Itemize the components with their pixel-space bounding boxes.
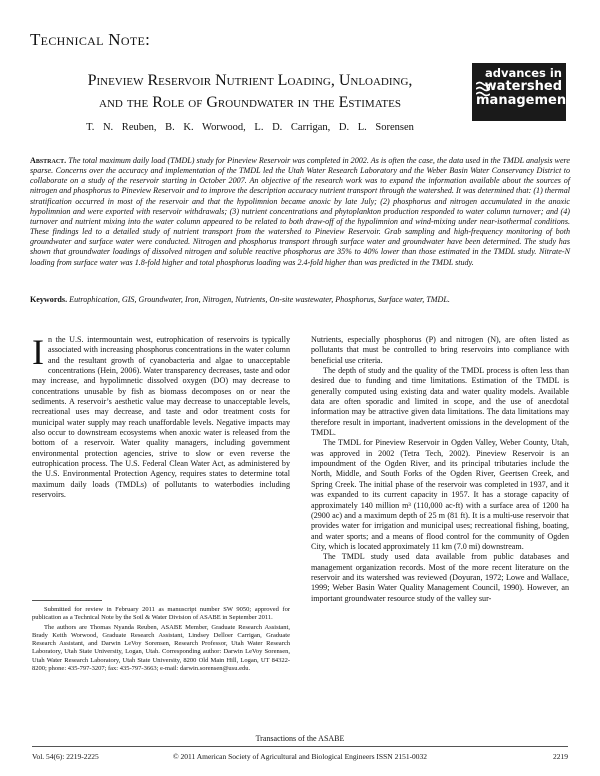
drop-cap: I — [32, 332, 44, 372]
keywords-text: Eutrophication, GIS, Groundwater, Iron, Nitrogen, Nutrients, On-site wastewater, Phosphorus, Surface water, TMDL. — [69, 295, 450, 304]
abstract-label: Abstract. — [30, 156, 67, 165]
paper-title — [30, 70, 470, 114]
body-column-right — [311, 335, 569, 604]
footnote-authors: The authors are Thomas Nyanda Reuben, ASABE Member, Graduate Research Assistant, Brady Keith Worwood, Graduate Research Assistant, Lindsey Delloer Carrigan, Graduate Research Assistant, and Darwin LeVoy Sorensen, Research Professor, Utah Water Research Laboratory, Utah State University, Logan, Utah. Corresponding author: Darwin LeVoy Sorensen, Utah Water Research Laboratory, Utah State University, 8200 Old Main Hill, Logan, UT 84322-8200; phone: 435-797-3207; fax: 435-797-3663; e-mail: darwin.sorensen@usu.edu. — [32, 624, 290, 672]
paragraph: The TMDL study used data available from public databases and management organization records. Most of the more recent literature on the reservoir and its watershed was reviewed (Doyuran, 1972; Lowe and Wallace, 1999; Weber Basin Water Quality Management Council, 1990). However, an important groundwater resource study of the valley sur- — [311, 552, 569, 603]
footnote-divider — [32, 600, 102, 601]
footnotes — [32, 606, 290, 675]
footer-volume: Vol. 54(6): 2219-2225 — [32, 752, 99, 761]
logo-line-3: management — [476, 92, 573, 108]
paragraph: The depth of study and the quality of the TMDL process is often less than desired due to funding and time limitations. Estimation of the TMDL is generally computed using existing data and water quality models. Available data are often sporadic and limited in scope, and the use of anecdotal information may be attractive given data limitations. The data limitations may therefore result in important, inadvertent omissions in the development of the TMDL. — [311, 366, 569, 438]
logo-line-2: watershed — [484, 78, 562, 94]
footer-copyright: © 2011 American Society of Agricultural and Biological Engineers ISSN 2151-0032 — [172, 752, 428, 761]
section-label: Technical Note: — [30, 30, 151, 49]
title-line-2: and the Role of Groundwater in the Estimates — [99, 94, 401, 111]
authors: T. N. Reuben, B. K. Worwood, L. D. Carrigan, D. L. Sorensen — [86, 122, 414, 133]
series-logo — [472, 63, 573, 121]
abstract-text: The total maximum daily load (TMDL) study for Pineview Reservoir was completed in 2002. As is often the case, the data used in the TMDL analysis were sparse. Concerns over the accuracy and implementation of the TMDL led the Utah Water Research Laboratory and the Weber Basin Water Conservancy District to collaborate on a study of the reservoir starting in October 2007. An objective of the research work was to expand the information available about the sources of nitrogen and phosphorus to Pineview Reservoir and to improve the description accuracy nutrient transport through the watershed. It was determined that: (1) thermal stratification occurred in most of the reservoir and that the hypolimnion became anoxic by late July; (2) phosphorus and nitrogen accumulated in the anoxic hypolimnion and were exported with reservoir withdrawals; (3) nutrient concentrations and phytoplankton production responded to water column turnover; and (4) turnover and nutrient mixing into the water column appeared to be related to both draw-off of the hypolimnion and wind-mixing under near-isothermal conditions. These findings led to a detailed study of nutrient transport from the watershed to Pineview Reservoir. Grab sampling and high-frequency monitoring of both groundwater and surface water were conducted. Nitrogen and phosphorus transport through surface water and groundwater have been determined. The study has shown that groundwater loadings of dissolved nitrogen and soluble reactive phosphorus are 35% to 40% lower than those estimated in the TMDL study. Nitrate-N loading from surface water was 1.8-fold higher and total phosphorus loading was 2.4-fold higher than was predicted in the TMDL study. — [30, 156, 570, 267]
page-number: 2219 — [553, 752, 568, 761]
keywords — [30, 295, 570, 305]
wave-icon — [476, 80, 490, 96]
logo-line-1: advances in — [484, 66, 562, 80]
footnote-submitted: Submitted for review in February 2011 as manuscript number SW 9050; approved for publication as a Technical Note by the Soil & Water Division of ASABE in September 2011. — [32, 606, 290, 622]
title-line-1: Pineview Reservoir Nutrient Loading, Unloading, — [87, 72, 413, 89]
body-column-left — [32, 332, 290, 501]
paragraph-text: n the U.S. intermountain west, eutrophication of reservoirs is typically associated with increasing phosphorus concentrations in the water column and the resultant growth of cyanobacteria and algae to unacceptable concentrations (Hein, 2006). Water transparency decreases, taste and odor may increase, and hypolimnetic dissolved oxygen (DO) may decrease to concentrations unusable by fish as biomass decomposes on or near the sediments. A reservoir’s aesthetic value may decrease to unacceptable levels, recreational uses may decrease, and taste and odor treatment costs for municipal water supply may reach unaffordable levels. Negative impacts may also occur to downstream ecosystems when anoxic water is released from the bottom of a reservoir. Water quality managers, including government environmental protection agencies, strive to slow or even reverse the eutrophication process. The U.S. Federal Clean Water Act, as administered by the U.S. Environmental Protection Agency, requires states to determine total maximum daily loads (TMDLs) of pollutants to waterbodies including reservoirs. — [32, 335, 290, 500]
footer-divider — [32, 746, 568, 747]
keywords-label: Keywords. — [30, 295, 68, 304]
paragraph — [32, 332, 290, 501]
paragraph: The TMDL for Pineview Reservoir in Ogden Valley, Weber County, Utah, was approved in 2002 (Tetra Tech, 2002). Pineview Reservoir is an impoundment of the Ogden River, and its principal tributaries include the North, Middle, and South Forks of the Ogden River, Geertsen Creek, and Spring Creek. The initial phase of the reservoir was completed in 1937, and it was expanded to its current capacity in 1957. It has a storage capacity of approximately 140 million m³ (110,000 ac-ft) with a surface area of 1200 ha (2900 ac) and a maximum depth of 25 m (81 ft). It is a multi-use reservoir that provides water for irrigation and municipal uses; recreational fishing, boating, and water sports; and a means of flood control for the community of Ogden City, which is located approximately 11 km (7.0 mi) downstream. — [311, 438, 569, 551]
abstract — [30, 156, 570, 268]
paragraph: Nutrients, especially phosphorus (P) and nitrogen (N), are often listed as pollutants that must be controlled to bring reservoirs into compliance with beneficial use criteria. — [311, 335, 569, 365]
journal-name: Transactions of the ASABE — [255, 734, 345, 743]
